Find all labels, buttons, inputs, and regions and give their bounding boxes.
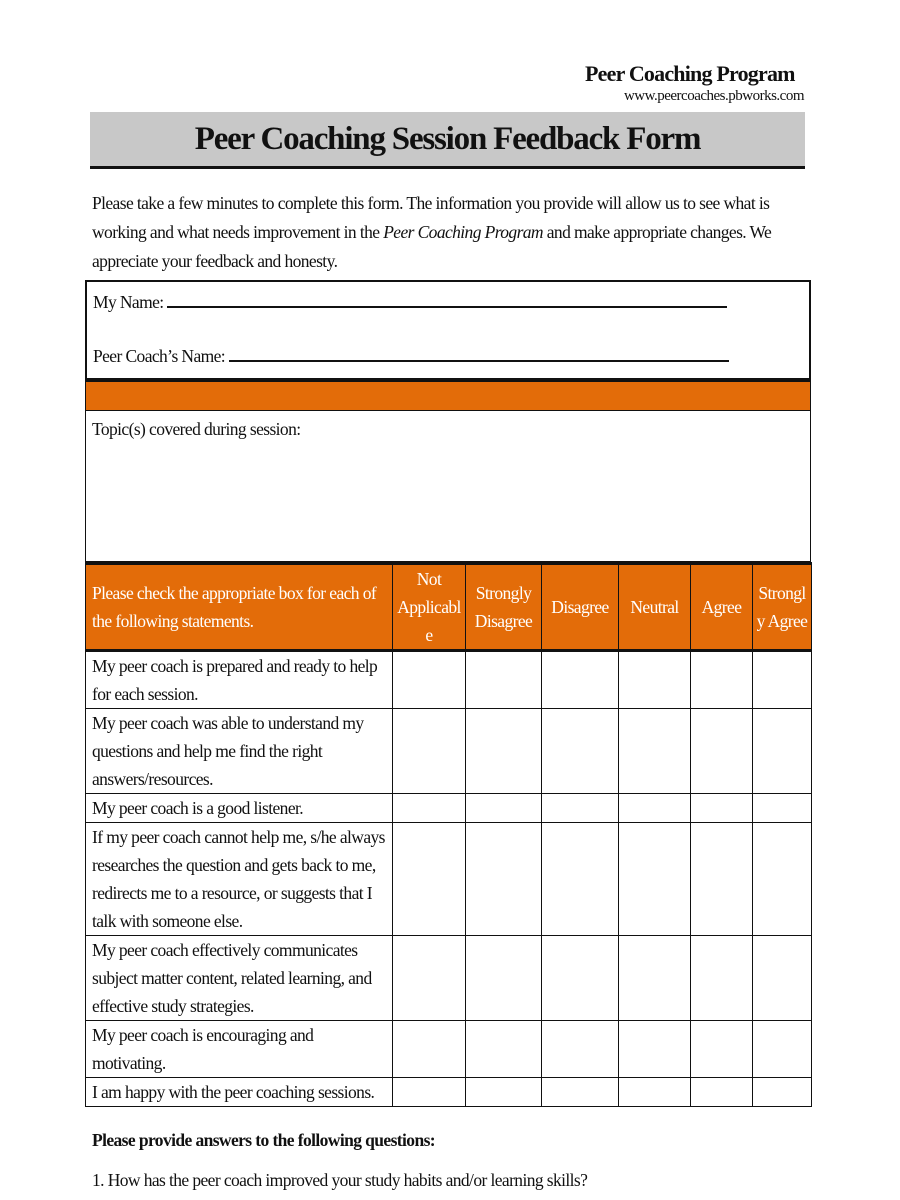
questions-heading: Please provide answers to the following questions: <box>92 1130 436 1150</box>
rating-checkbox-cell[interactable] <box>393 709 466 794</box>
rating-checkbox-cell[interactable] <box>619 709 691 794</box>
table-header-row <box>86 564 812 651</box>
statement-cell: My peer coach was able to understand my questions and help me find the right answers/resources. <box>86 709 393 794</box>
table-row <box>86 823 812 936</box>
rating-checkbox-cell[interactable] <box>393 1078 466 1107</box>
orange-divider <box>85 381 811 411</box>
intro-program: Peer Coaching Program <box>383 222 543 242</box>
rating-checkbox-cell[interactable] <box>753 936 812 1021</box>
rating-checkbox-cell[interactable] <box>466 709 542 794</box>
table-row <box>86 709 812 794</box>
rating-checkbox-cell[interactable] <box>619 794 691 823</box>
statement-cell: My peer coach is encouraging and motivating. <box>86 1021 393 1078</box>
rating-checkbox-cell[interactable] <box>542 1021 619 1078</box>
column-header: Neutral <box>619 564 691 651</box>
rating-checkbox-cell[interactable] <box>753 1021 812 1078</box>
my-name-line[interactable] <box>167 292 727 308</box>
table-row <box>86 794 812 823</box>
rating-checkbox-cell[interactable] <box>466 823 542 936</box>
rating-checkbox-cell[interactable] <box>393 651 466 709</box>
column-header: Strongly Disagree <box>466 564 542 651</box>
intro-part1: Please take a few minutes to complete this form. The information you provide will allow us to see what is working and what needs improvement in the <box>92 193 770 242</box>
statement-cell: My peer coach is a good listener. <box>86 794 393 823</box>
rating-checkbox-cell[interactable] <box>393 823 466 936</box>
rating-checkbox-cell[interactable] <box>753 1078 812 1107</box>
program-name-clipped: Peer Coaching Program <box>585 61 795 86</box>
rating-checkbox-cell[interactable] <box>393 1021 466 1078</box>
statement-cell: If my peer coach cannot help me, s/he always researches the question and gets back to me, redirects me to a resource, or suggests that I talk with someone else. <box>86 823 393 936</box>
rating-checkbox-cell[interactable] <box>542 936 619 1021</box>
coach-name-field[interactable] <box>93 342 803 370</box>
rating-checkbox-cell[interactable] <box>619 936 691 1021</box>
rating-checkbox-cell[interactable] <box>691 709 753 794</box>
rating-checkbox-cell[interactable] <box>542 709 619 794</box>
rating-checkbox-cell[interactable] <box>542 651 619 709</box>
statement-cell: My peer coach is prepared and ready to help for each session. <box>86 651 393 709</box>
table-row <box>86 936 812 1021</box>
table-row <box>86 1078 812 1107</box>
rating-checkbox-cell[interactable] <box>691 794 753 823</box>
table-row <box>86 651 812 709</box>
rating-checkbox-cell[interactable] <box>466 1021 542 1078</box>
topics-label: Topic(s) covered during session: <box>92 419 301 439</box>
my-name-label: My Name: <box>93 292 164 312</box>
page-header <box>0 0 900 112</box>
topics-box[interactable] <box>85 411 811 562</box>
rating-checkbox-cell[interactable] <box>542 823 619 936</box>
rating-checkbox-cell[interactable] <box>393 936 466 1021</box>
column-header: Disagree <box>542 564 619 651</box>
rating-checkbox-cell[interactable] <box>542 794 619 823</box>
question-1: 1. How has the peer coach improved your study habits and/or learning skills? <box>92 1170 588 1190</box>
rating-checkbox-cell[interactable] <box>753 651 812 709</box>
rating-checkbox-cell[interactable] <box>753 709 812 794</box>
intro-part2: and make appropriate changes. We appreciate your feedback and honesty. <box>92 222 772 271</box>
rating-checkbox-cell[interactable] <box>753 823 812 936</box>
name-box <box>85 280 811 381</box>
my-name-field[interactable] <box>93 288 803 316</box>
table-row <box>86 1021 812 1078</box>
rating-checkbox-cell[interactable] <box>753 794 812 823</box>
column-header: Not Applicable <box>393 564 466 651</box>
rating-checkbox-cell[interactable] <box>619 1021 691 1078</box>
rating-table <box>85 562 812 1107</box>
rating-checkbox-cell[interactable] <box>619 1078 691 1107</box>
rating-checkbox-cell[interactable] <box>466 936 542 1021</box>
rating-checkbox-cell[interactable] <box>691 823 753 936</box>
title-bar <box>90 112 805 169</box>
rating-checkbox-cell[interactable] <box>691 651 753 709</box>
rating-checkbox-cell[interactable] <box>466 1078 542 1107</box>
rating-checkbox-cell[interactable] <box>691 936 753 1021</box>
rating-checkbox-cell[interactable] <box>619 823 691 936</box>
statement-cell: My peer coach effectively communicates subject matter content, related learning, and effective study strategies. <box>86 936 393 1021</box>
statement-cell: I am happy with the peer coaching sessions. <box>86 1078 393 1107</box>
rating-checkbox-cell[interactable] <box>466 794 542 823</box>
form-body <box>85 189 811 1193</box>
column-header: Strongly Agree <box>753 564 812 651</box>
website-url: www.peercoaches.pbworks.com <box>623 88 804 104</box>
rating-checkbox-cell[interactable] <box>466 651 542 709</box>
rating-checkbox-cell[interactable] <box>542 1078 619 1107</box>
coach-name-label: Peer Coach’s Name: <box>93 346 226 366</box>
rating-checkbox-cell[interactable] <box>393 794 466 823</box>
rating-checkbox-cell[interactable] <box>691 1078 753 1107</box>
intro-text <box>92 189 811 276</box>
column-header: Agree <box>691 564 753 651</box>
coach-name-line[interactable] <box>229 346 729 362</box>
rating-checkbox-cell[interactable] <box>619 651 691 709</box>
page-title: Peer Coaching Session Feedback Form <box>194 121 701 157</box>
column-header: Please check the appropriate box for each of the following statements. <box>86 564 393 651</box>
rating-checkbox-cell[interactable] <box>691 1021 753 1078</box>
